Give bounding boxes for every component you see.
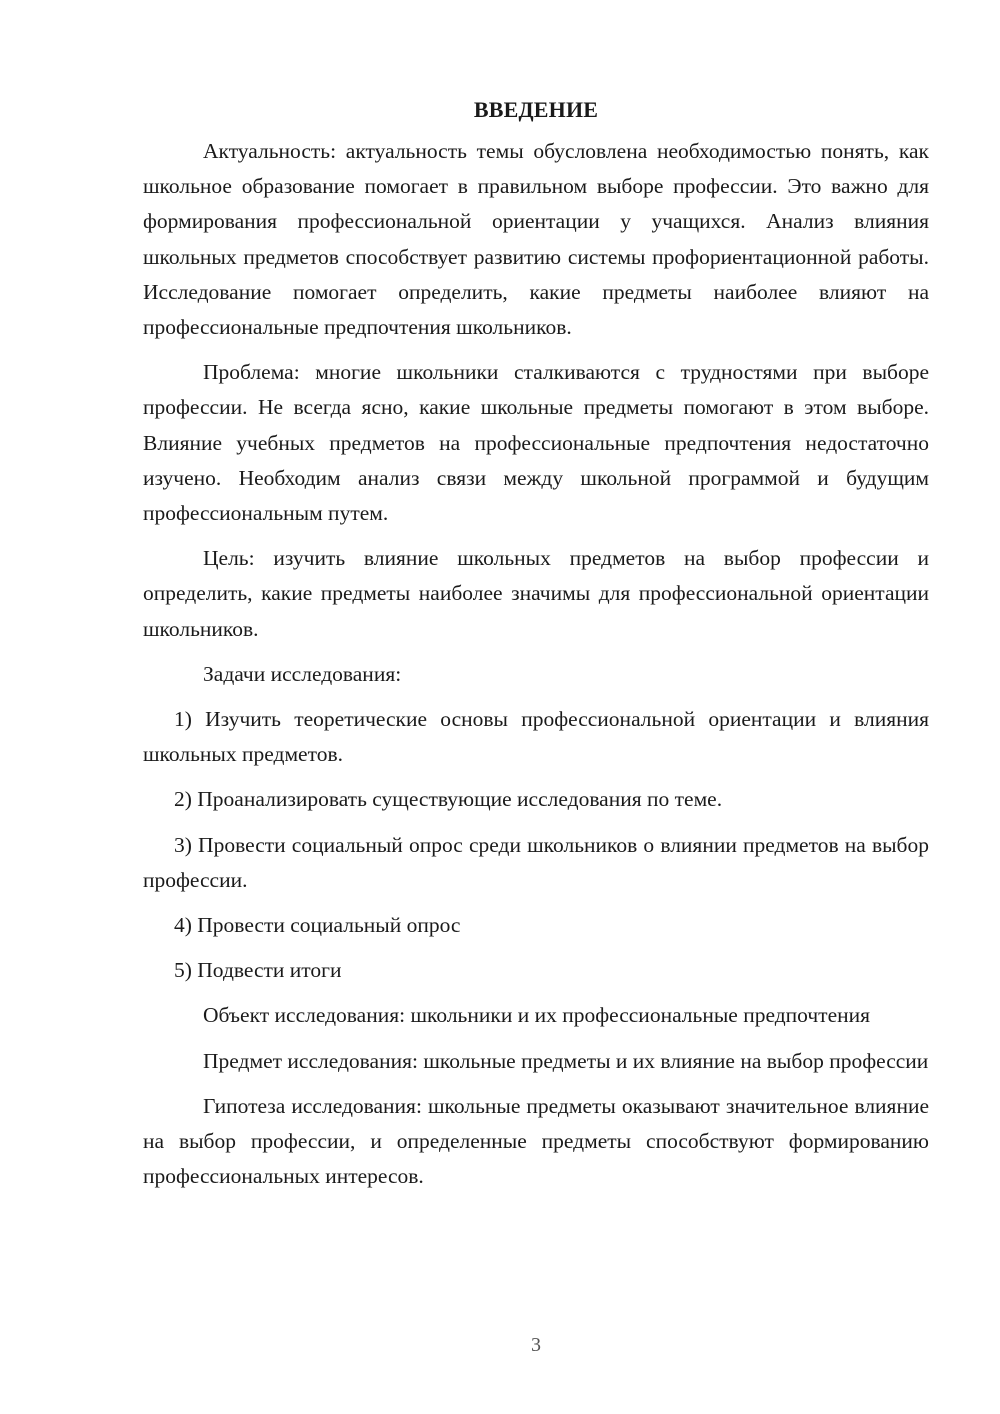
task-item-1: 1) Изучить теоретические основы профессиональной ориентации и влияния школьных предметов. [143,707,929,767]
problem-paragraph: Проблема: многие школьники сталкиваются с трудностями при выборе профессии. Не всегда ясно, какие школьные предметы помогают в этом выборе. Влияние учебных предметов на профессиональные предпочтения недостаточно изучено. Необходим анализ связи между школьной программой и будущим профессиональным путем. [143,360,929,526]
hypothesis-paragraph: Гипотеза исследования: школьные предметы оказывают значительное влияние на выбор профессии, и определенные предметы способствуют формированию профессиональных интересов. [143,1093,929,1189]
task-item-2: 2) Проанализировать существующие исследования по теме. [174,787,723,812]
tasks-heading: Задачи исследования: [203,661,402,686]
relevance-paragraph: Актуальность: актуальность темы обусловлена необходимостью понять, как школьное образование помогает в правильном выборе профессии. Это важно для формирования профессиональной ориентации у учащихся. Анализ влияния школьных предметов способствует развитию системы профориентационной работы. Исследование помогает определить, какие предметы наиболее влияют на профессиональные предпочтения школьников. [143,139,929,340]
task-item-5: 5) Подвести итоги [174,958,342,983]
page-number: 3 [531,1334,541,1356]
object-paragraph: Объект исследования: школьники и их профессиональные предпочтения [203,1003,871,1028]
page-title: ВВЕДЕНИЕ [473,97,599,122]
subject-paragraph: Предмет исследования: школьные предметы и их влияние на выбор профессии [203,1048,929,1073]
task-item-3: 3) Провести социальный опрос среди школьников о влиянии предметов на выбор профессии. [143,832,929,892]
task-item-4: 4) Провести социальный опрос [174,913,461,938]
document-page [143,92,929,1194]
goal-paragraph: Цель: изучить влияние школьных предметов на выбор профессии и определить, какие предметы наиболее значимы для профессиональной ориентации школьников. [143,546,929,641]
